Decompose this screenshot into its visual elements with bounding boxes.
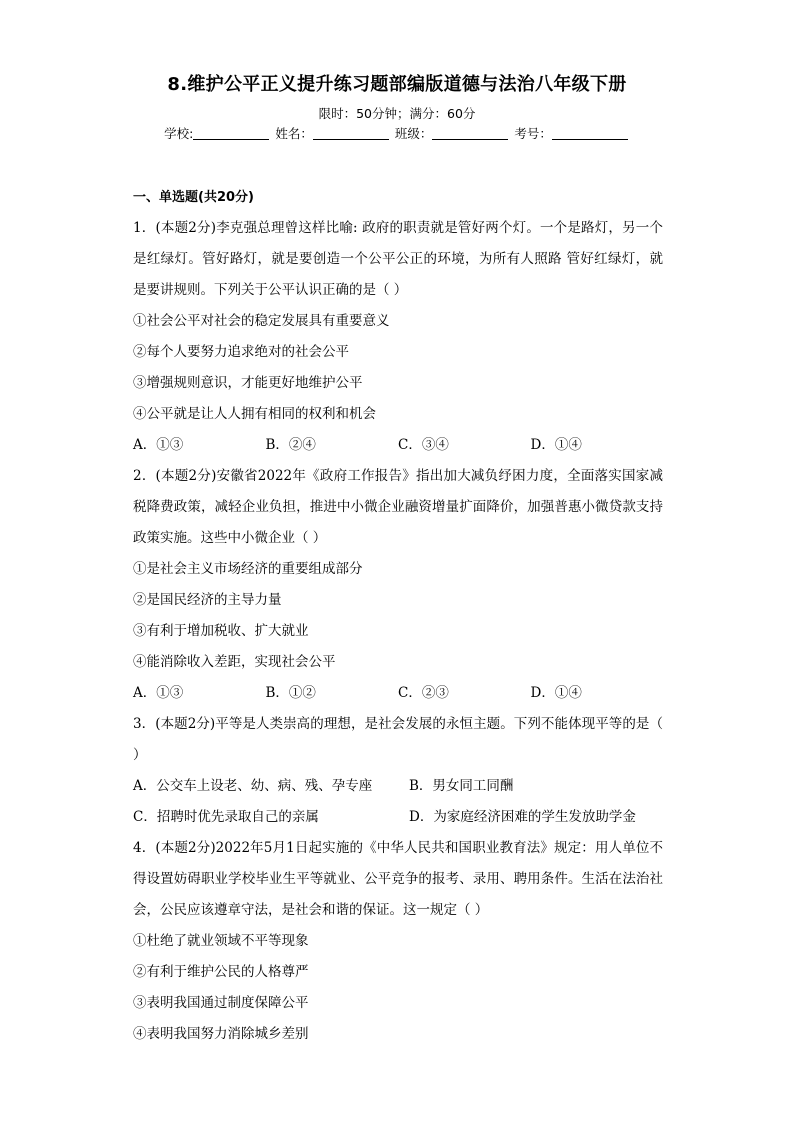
question-stem: 3．(本题2分)平等是人类崇高的理想，是社会发展的永恒主题。下列不能体现平等的是（ ） [133,716,663,763]
statement-item: ③有利于增加税收、扩大就业 [133,623,309,639]
school-label: 学校: [164,126,194,141]
statement-item: ③表明我国通过制度保障公平 [133,995,309,1011]
option-d[interactable]: D．①④ [530,685,582,701]
question-1 [133,213,663,461]
number-blank[interactable] [552,127,628,140]
option-d[interactable]: D．①④ [530,437,582,453]
statement-item: ②每个人要努力追求绝对的社会公平 [133,344,349,360]
statement-item: ④公平就是让人人拥有相同的权利和机会 [133,406,376,422]
section-heading: 一、单选题(共20分) [133,190,254,205]
exam-content [133,182,663,1050]
option-b[interactable]: B．男女同工同酬 [409,778,514,794]
name-label: 姓名： [275,126,313,141]
option-c[interactable]: C．③④ [398,437,449,453]
statement-item: ④能消除收入差距，实现社会公平 [133,654,336,670]
number-label: 考号： [514,126,552,141]
question-4 [133,833,663,1050]
answer-options [133,430,663,461]
question-stem: 2．(本题2分)安徽省2022年《政府工作报告》指出加大减负纾困力度，全面落实国家减税降费政策，减轻企业负担，推进中小微企业融资增量扩面降价，加强普惠小微贷款支持政策实施。这些中小微企业（ ） [133,468,663,546]
exam-timing: 限时：50分钟；满分：60分 [318,106,476,121]
statement-item: ①杜绝了就业领域不平等现象 [133,933,309,949]
option-c[interactable]: C．②③ [398,685,449,701]
question-stem: 1．(本题2分)李克强总理曾这样比喻: 政府的职责就是管好两个灯。一个是路灯，另一个是红绿灯。管好路灯，就是要创造一个公平公正的环境，为所有人照路 管好红绿灯，就是要讲规则。下列关于公平认识正确的是（ ） [133,220,663,298]
statement-item: ④表明我国努力消除城乡差别 [133,1026,309,1042]
school-blank[interactable] [193,127,269,140]
answer-options-row-2 [133,802,663,833]
class-blank[interactable] [432,127,508,140]
option-b[interactable]: B．②④ [265,437,316,453]
answer-options [133,678,663,709]
option-d[interactable]: D．为家庭经济困难的学生发放助学金 [409,809,636,825]
page-title: 8.维护公平正义提升练习题部编版道德与法治八年级下册 [167,74,627,95]
name-blank[interactable] [313,127,389,140]
student-info-fields [0,124,794,142]
answer-options-row-1 [133,771,663,802]
question-stem: 4．(本题2分)2022年5月1日起实施的《中华人民共和国职业教育法》规定：用人单位不得设置妨碍职业学校毕业生平等就业、公平竞争的报考、录用、聘用条件。生活在法治社会，公民应该遵章守法，是社会和谐的保证。这一规定（ ） [133,840,663,918]
statement-item: ①是社会主义市场经济的重要组成部分 [133,561,363,577]
question-3 [133,709,663,833]
option-c[interactable]: C．招聘时优先录取自己的亲属 [133,809,319,825]
question-2 [133,461,663,709]
statement-item: ①社会公平对社会的稳定发展具有重要意义 [133,313,390,329]
statement-item: ③增强规则意识，才能更好地维护公平 [133,375,363,391]
option-a[interactable]: A．公交车上设老、幼、病、残、孕专座 [133,778,373,794]
statement-item: ②是国民经济的主导力量 [133,592,282,608]
option-a[interactable]: A．①③ [133,437,184,453]
option-b[interactable]: B．①② [265,685,316,701]
statement-item: ②有利于维护公民的人格尊严 [133,964,309,980]
option-a[interactable]: A．①③ [133,685,184,701]
class-label: 班级： [394,126,433,141]
